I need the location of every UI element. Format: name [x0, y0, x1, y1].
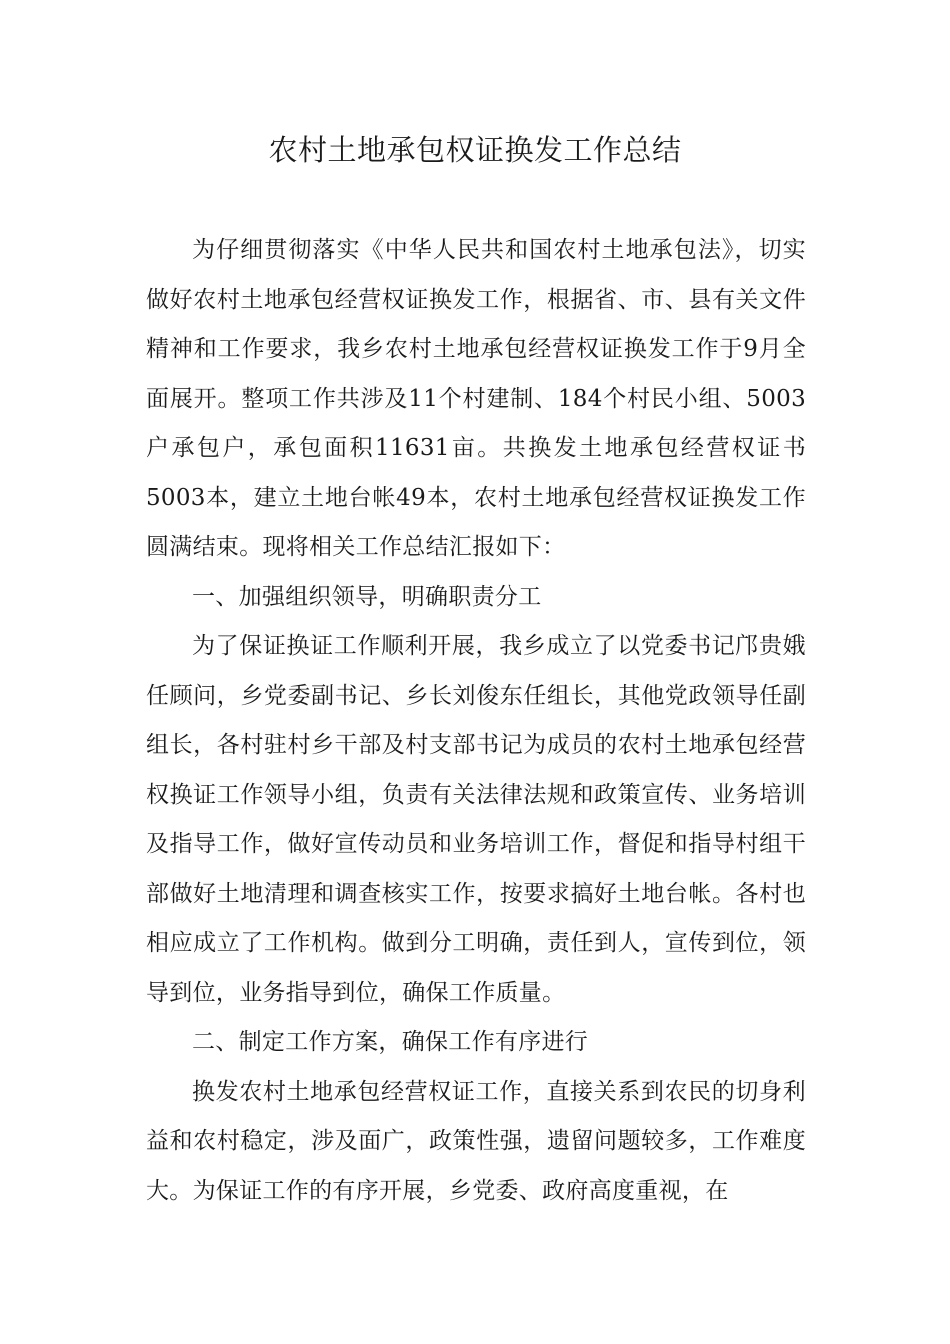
intro-paragraph: 为仔细贯彻落实《中华人民共和国农村土地承包法》，切实做好农村土地承包经营权证换发工作，根据省、市、县有关文件精神和工作要求，我乡农村土地承包经营权证换发工作于9月全面展开。整项工作共涉及11个村建制、184个村民小组、5003户承包户，承包面积11631亩。共换发土地承包经营权证书5003本，建立土地台帐49本，农村土地承包经营权证换发工作圆满结束。现将相关工作总结汇报如下：: [146, 237, 806, 560]
section-2-paragraph: 换发农村土地承包经营权证工作，直接关系到农民的切身利益和农村稳定，涉及面广，政策性强，遗留问题较多，工作难度大。为保证工作的有序开展，乡党委、政府高度重视，在: [146, 1078, 806, 1204]
document-title: 农村土地承包权证换发工作总结: [268, 133, 682, 167]
section-1-paragraph: 为了保证换证工作顺利开展，我乡成立了以党委书记邝贵娥任顾问，乡党委副书记、乡长刘俊东任组长，其他党政领导任副组长，各村驻村乡干部及村支部书记为成员的农村土地承包经营权换证工作领导小组，负责有关法律法规和政策宣传、业务培训及指导工作，做好宣传动员和业务培训工作，督促和指导村组干部做好土地清理和调查核实工作，按要求搞好土地台帐。各村也相应成立了工作机构。做到分工明确，责任到人，宣传到位，领导到位，业务指导到位，确保工作质量。: [146, 633, 806, 1006]
section-heading-1: 一、加强组织领导，明确职责分工: [192, 583, 542, 610]
document-body: [146, 226, 806, 1216]
section-heading-2: 二、制定工作方案，确保工作有序进行: [192, 1029, 589, 1055]
